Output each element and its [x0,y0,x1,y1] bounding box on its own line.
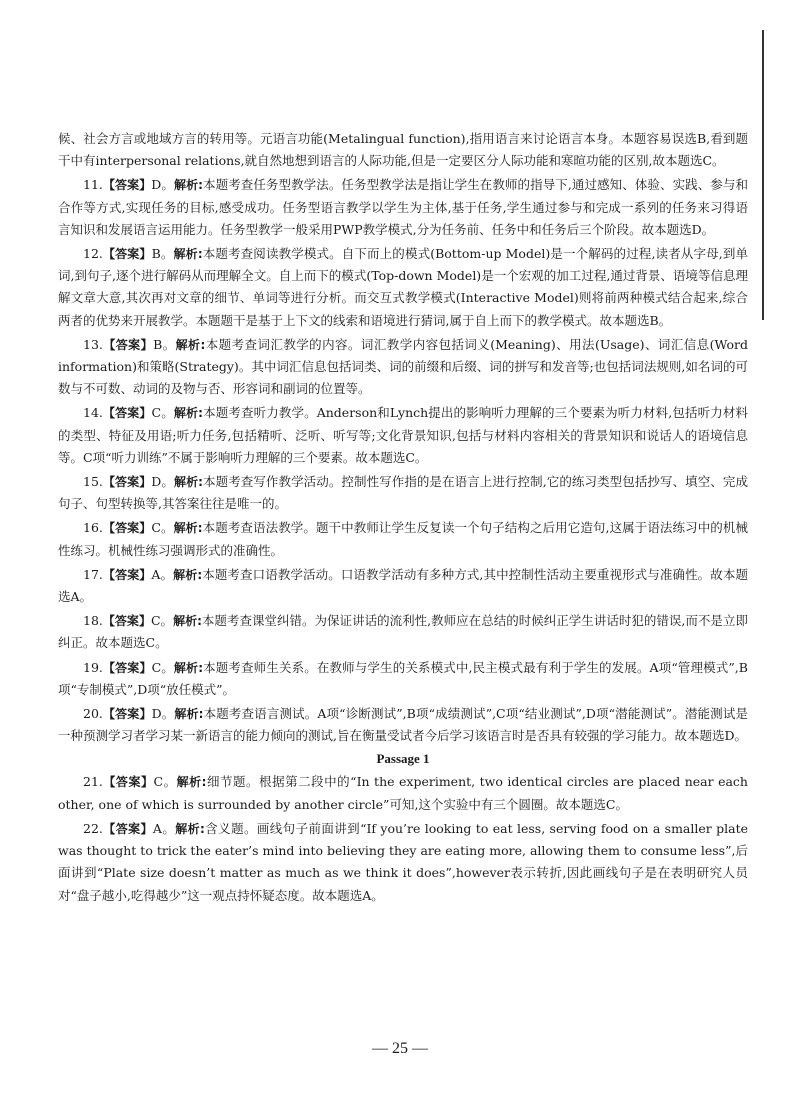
answer-item [58,174,748,241]
answer-label: 【答案】 [102,821,153,836]
answer-key: C。 [151,405,174,421]
analysis-label: 解析: [173,567,203,582]
passage-answer-list [58,771,748,906]
passage-heading: Passage 1 [376,751,430,767]
answer-label: 【答案】 [102,178,152,193]
answer-label: 【答案】 [102,247,152,262]
answer-label: 【答案】 [102,406,152,421]
answer-label: 【答案】 [102,614,151,629]
answer-key: C。 [150,613,174,629]
analysis-label: 解析: [175,337,206,352]
analysis-label: 解析: [173,406,203,421]
answer-item [58,657,748,701]
answer-key: C。 [153,774,177,790]
analysis-label: 解析: [173,247,203,262]
answer-label: 【答案】 [102,475,152,490]
analysis-text: 本题考查语言测试。A项“诊断测试”,B项“成绩测试”,C项“结业测试”,D项“潜能测试”。潜能测试是一种预测学习者学习某一新语言的能力倾向的测试,旨在衡量受试者今后学习该语言时是否具有较强的学习能力。故本题选D。 [58,706,748,744]
answer-label: 【答案】 [102,775,154,790]
item-number: 19. [83,659,103,675]
analysis-text: 本题考查任务型教学法。任务型教学法是指让学生在教师的指导下,通过感知、体验、实践、参与和合作等方式,实现任务的目标,感受成功。任务型语言教学以学生为主体,基于任务,学生通过参与和完成一系列的任务来习得语言知识和发展语言运用能力。任务型教学一般采用PWP教学模式,分为任务前、任务中和任务后三个阶段。故本题选D。 [58,177,748,237]
answer-item [58,243,748,332]
analysis-label: 解析: [173,614,202,629]
analysis-text: 本题考查课堂纠错。为保证讲话的流利性,教师应在总结的时候纠正学生讲话时犯的错误,而不是立即纠正。故本题选C。 [58,613,748,651]
analysis-label: 解析: [173,521,203,536]
answer-item [58,818,748,907]
answer-item [58,471,748,515]
answer-item [58,334,748,401]
analysis-text: 本题考查阅读教学模式。自下而上的模式(Bottom-up Model)是一个解码的过程,读者从字母,到单词,到句子,逐个进行解码从而理解全文。自上而下的模式(Top-down Model)是一个宏观的加工过程,通过背景、语境等信息理解文章大意,其次再对文章的细节、单词等进行分析。而交互式教学模式(Interactive Model)则将前两种模式结合起来,综合两者的优势来开展教学。本题题干是基于上下文的线索和语境进行猜词,属于自上而下的教学模式。故本题选B。 [58,246,748,328]
analysis-label: 解析: [175,821,205,836]
item-number: 18. [83,613,103,629]
answer-item [58,517,748,561]
item-number: 21. [83,774,103,790]
item-number: 12. [83,246,103,262]
analysis-label: 解析: [173,475,203,490]
answer-key: D。 [151,177,174,193]
item-number: 11. [83,177,103,193]
answer-item [58,610,748,654]
answer-item [58,771,748,815]
analysis-label: 解析: [174,707,204,722]
intro-paragraph: 候、社会方言或地域方言的转用等。元语言功能(Metalingual function),指用语言来讨论语言本身。本题容易误选B,看到题干中有interpersonal relations,就自然地想到语言的人际功能,但是一定要区分人际功能和寒暄功能的区别,故本题选C。 [58,131,748,169]
answer-item [58,564,748,608]
answer-label: 【答案】 [102,567,152,582]
analysis-label: 解析: [176,775,207,790]
analysis-text: 本题考查语法教学。题干中教师让学生反复读一个句子结构之后用它造句,这属于语法练习中的机械性练习。机械性练习强调形式的准确性。 [58,520,748,558]
answer-label: 【答案】 [102,337,154,352]
answer-label: 【答案】 [102,707,152,722]
answer-key: A。 [152,820,176,836]
item-number: 20. [83,706,103,722]
analysis-text: 本题考查口语教学活动。口语教学活动有多种方式,其中控制性活动主要重视形式与准确性。故本题选A。 [58,566,748,605]
item-number: 14. [83,405,103,421]
answer-key: D。 [151,474,174,490]
answer-list [58,174,748,747]
answer-item [58,703,748,747]
answer-key: C。 [151,520,174,536]
answer-label: 【答案】 [102,521,152,536]
item-number: 13. [83,336,103,352]
answer-key: C。 [151,659,174,675]
analysis-text: 本题考查词汇教学的内容。词汇教学内容包括词义(Meaning)、用法(Usage)、词汇信息(Word information)和策略(Strategy)。其中词汇信息包括词类、词的前缀和后缀、词的拼写和发音等;也包括词法规则,如名词的可数与不可数、动词的及物与否、形容词和副词的位置等。 [58,336,748,397]
analysis-text: 本题考查师生关系。在教师与学生的关系模式中,民主模式最有利于学生的发展。A项“管理模式”,B项“专制模式”,D项“放任模式”。 [58,659,748,697]
answer-key: A。 [151,566,174,582]
page-number: — 25 — [372,1040,428,1057]
item-number: 15. [83,474,103,490]
answer-label: 【答案】 [102,660,152,675]
item-number: 22. [83,820,103,836]
item-number: 16. [83,520,103,536]
item-number: 17. [83,566,103,582]
analysis-text: 本题考查听力教学。Anderson和Lynch提出的影响听力理解的三个要素为听力材料,包括听力材料的类型、特征及用语;听力任务,包括精听、泛听、听写等;文化背景知识,包括与材料内容相关的背景知识和说话人的语境信息等。C项“听力训练”不属于影响听力理解的三个要素。故本题选C。 [58,405,748,465]
answer-key: B。 [151,246,174,262]
page-edge-rule [762,30,764,320]
answer-key: B。 [153,336,176,352]
analysis-text: 细节题。根据第二段中的“In the experiment, two identical circles are placed near each other, one of which is surrounded by another circle”可知,这个实验中有三个圆圈。故本题选C。 [58,774,748,812]
analysis-label: 解析: [173,178,203,193]
answer-item [58,402,748,469]
analysis-text: 含义题。画线句子前面讲到“If you’re looking to eat less, serving food on a smaller plate was thought to trick the eater’s mind into believing they are eating more, allowing them to consume less”,后面讲到“Plate size doesn’t matter as much as we think it does”,however表示转折,因此画线句子是在表明研究人员对“盘子越小,吃得越少”这一观点持怀疑态度。故本题选A。 [58,820,748,903]
answer-key: D。 [151,706,175,722]
analysis-text: 本题考查写作教学活动。控制性写作指的是在语言上进行控制,它的练习类型包括抄写、填空、完成句子、句型转换等,其答案往往是唯一的。 [58,474,748,512]
document-body [58,128,748,909]
analysis-label: 解析: [173,660,203,675]
